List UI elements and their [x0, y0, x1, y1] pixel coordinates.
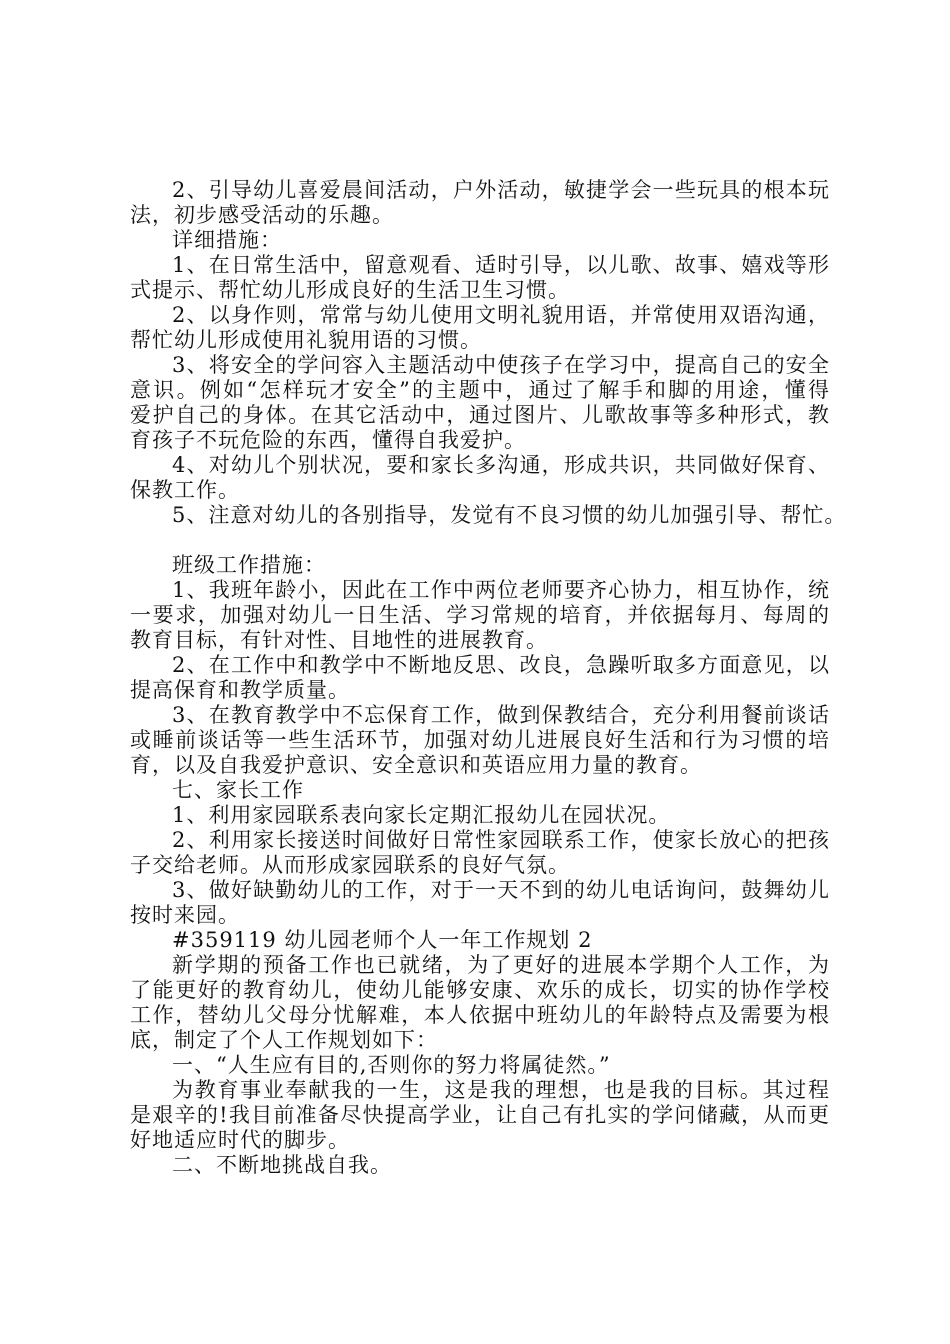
text-line: 底，制定了个人工作规划如下： [130, 1028, 438, 1052]
text-line: 式提示、帮忙幼儿形成良好的生活卫生习惯。 [130, 278, 570, 302]
blank-line [130, 528, 830, 553]
text-line: 帮忙幼儿形成使用礼貌用语的习惯。 [130, 328, 482, 352]
text-line: #359119 幼儿园老师个人一年工作规划 2 [172, 928, 593, 952]
text-line: 工作，替幼儿父母分忧解难，本人依据中班幼儿的年龄特点及需要为根 [130, 1003, 830, 1027]
text-line: 意识。例如“怎样玩才安全”的主题中，通过了解手和脚的用途，懂得 [130, 378, 830, 402]
text-line: 为教育事业奉献我的一生，这是我的理想，也是我的目标。其过程 [172, 1078, 830, 1102]
text-line: 教育目标，有针对性、目地性的进展教育。 [130, 628, 548, 652]
paragraph-measure-1 [130, 253, 830, 303]
paragraph-parent-work-3 [130, 878, 830, 928]
text-line: 1、我班年龄小，因此在工作中两位老师要齐心协力，相互协作，统 [172, 578, 830, 602]
paragraph-parent-work-2 [130, 828, 830, 878]
text-line: 2、以身作则，常常与幼儿使用文明礼貌用语，并常使用双语沟通， [172, 303, 830, 327]
document-body [130, 178, 847, 1178]
text-line: 详细措施： [172, 228, 282, 252]
paragraph-class-measure-2 [130, 653, 830, 703]
text-line: 了能更好的教育幼儿，使幼儿能够安康、欢乐的成长，切实的协作学校 [130, 978, 830, 1002]
heading-section-two [130, 1153, 830, 1178]
text-line: 好地适应时代的脚步。 [130, 1128, 350, 1152]
paragraph-class-measure-3 [130, 703, 830, 778]
text-line: 4、对幼儿个别状况，要和家长多沟通，形成共识，共同做好保育、 [172, 453, 830, 477]
text-line: 3、在教育教学中不忘保育工作，做到保教结合，充分利用餐前谈话 [172, 703, 830, 727]
text-line: 按时来园。 [130, 903, 240, 927]
text-line: 育孩子不玩危险的东西，懂得自我爱护。 [130, 428, 526, 452]
text-line: 法，初步感受活动的乐趣。 [130, 203, 394, 227]
text-line: 5、注意对幼儿的各别指导，发觉有不良习惯的幼儿加强引导、帮忙。 [172, 503, 847, 527]
text-line: 保教工作。 [130, 478, 240, 502]
paragraph-measure-5 [130, 503, 847, 528]
paragraph-section-one [130, 1078, 830, 1153]
text-line: 二、不断地挑战自我。 [172, 1153, 392, 1177]
heading-plan-title [130, 928, 830, 953]
paragraph-parent-work-1 [130, 803, 830, 828]
text-line: 3、将安全的学问容入主题活动中使孩子在学习中，提高自己的安全 [172, 353, 830, 377]
text-line: 或睡前谈话等一些生活环节，加强对幼儿进展良好生活和行为习惯的培 [130, 728, 830, 752]
text-line: 是艰辛的!我目前准备尽快提高学业，让自己有扎实的学问储藏，从而更 [130, 1103, 830, 1127]
text-line: 一、“人生应有目的,否则你的努力将属徒然。” [172, 1053, 611, 1077]
heading-detailed-measures [130, 228, 830, 253]
text-line: 七、家长工作 [172, 778, 304, 802]
paragraph-morning-activities [130, 178, 830, 228]
text-line: 班级工作措施： [172, 553, 326, 577]
text-line: 爱护自己的身体。在其它活动中，通过图片、儿歌故事等多种形式，教 [130, 403, 830, 427]
text-line: 子交给老师。从而形成家园联系的良好气氛。 [130, 853, 570, 877]
text-line: 1、在日常生活中，留意观看、适时引导，以儿歌、故事、嬉戏等形 [172, 253, 830, 277]
text-line: 提高保育和教学质量。 [130, 678, 350, 702]
text-line: 2、利用家长接送时间做好日常性家园联系工作，使家长放心的把孩 [172, 828, 830, 852]
heading-section-one [130, 1053, 830, 1078]
text-line: 2、引导幼儿喜爱晨间活动，户外活动，敏捷学会一些玩具的根本玩 [172, 178, 830, 202]
text-line: 1、利用家园联系表向家长定期汇报幼儿在园状况。 [172, 803, 671, 827]
text-line: 一要求，加强对幼儿一日生活、学习常规的培育，并依据每月、每周的 [130, 603, 830, 627]
text-line: 育，以及自我爱护意识、安全意识和英语应用力量的教育。 [130, 753, 702, 777]
paragraph-measure-2 [130, 303, 830, 353]
heading-class-work-measures [130, 553, 830, 578]
paragraph-class-measure-1 [130, 578, 830, 653]
paragraph-measure-4 [130, 453, 830, 503]
text-line: 新学期的预备工作也已就绪，为了更好的进展本学期个人工作，为 [172, 953, 830, 977]
text-line: 2、在工作中和教学中不断地反思、改良，急躁听取多方面意见，以 [172, 653, 830, 677]
paragraph-measure-3 [130, 353, 830, 453]
paragraph-plan-intro [130, 953, 830, 1053]
text-line: 3、做好缺勤幼儿的工作，对于一天不到的幼儿电话询问，鼓舞幼儿 [172, 878, 830, 902]
heading-parent-work [130, 778, 830, 803]
